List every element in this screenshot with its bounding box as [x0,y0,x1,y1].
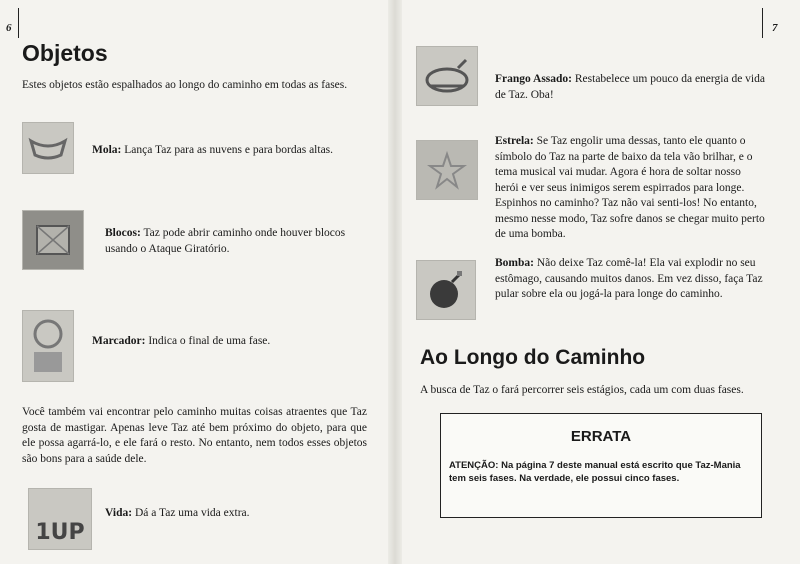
section-text: A busca de Taz o fará percorrer seis estágios, cada um com duas fases. [420,384,744,396]
item-desc: Dá a Taz uma vida extra. [134,507,250,519]
item-name: Marcador: [92,335,146,347]
item-bomba [495,256,765,303]
right-page [400,0,800,564]
page-rule [18,8,19,38]
intro-text: Estes objetos estão espalhados ao longo do caminho em todas as fases. [22,79,348,91]
errata-box [440,413,762,518]
item-vida [105,506,365,522]
item-name: Blocos: [105,227,141,239]
item-desc: Taz pode abrir caminho onde houver blocos usando o Ataque Giratório. [105,227,346,255]
block-icon [22,210,84,270]
item-estrela [495,134,765,243]
item-desc: Restabelece um pouco da energia de vida de Taz. Oba! [495,73,765,101]
objects-paragraph: Você também vai encontrar pelo caminho muitas coisas atraentes que Taz gosta de mastigar. Apenas leve Taz até bem próximo do objeto, para que ele possa agarrá-lo, e ele fará o resto. No entanto, nem todos esses objetos são bons para a saúde dele. [22,406,367,465]
item-desc: Indica o final de uma fase. [148,335,271,347]
item-desc: Se Taz engolir uma dessas, tanto ele quanto o símbolo do Taz na parte de baixo da tela vão brilhar, e o tema musical vai mudar. Agora é hora de soltar nosso herói e ver seus inimigos serem espirrados para longe. Espinhos no caminho? Taz não vai senti-los! No entanto, mesmo nesse modo, Taz sofre danos se chegar muito perto de uma bomba. [495,135,765,240]
item-name: Vida: [105,507,133,519]
item-marcador [92,334,382,350]
marker-icon [22,310,74,382]
item-name: Estrela: [495,135,534,147]
left-page [0,0,390,564]
errata-title: ERRATA [570,428,632,445]
item-desc: Não deixe Taz comê-la! Ela vai explodir no seu estômago, causando muitos danos. Em vez disso, faça Taz pular sobre ela ou jogá-la para longe do caminho. [495,257,763,300]
page-title: Objetos [22,40,108,66]
item-mola [92,143,382,159]
extra-life-icon-label: 1UP [35,520,85,545]
star-icon [416,140,478,200]
roast-chicken-icon [416,46,478,106]
errata-body [449,460,753,485]
item-name: Mola: [92,144,122,156]
errata-label: ATENÇÃO: [449,460,499,471]
item-name: Frango Assado: [495,73,572,85]
errata-text: Na página 7 deste manual está escrito que Taz-Mania tem seis fases. Na verdade, ele possui cinco fases. [449,460,741,484]
extra-life-icon [28,488,92,550]
bomb-icon [416,260,476,320]
page-number: 6 [6,22,12,34]
item-desc: Lança Taz para as nuvens e para bordas altas. [124,144,334,156]
section-title: Ao Longo do Caminho [420,346,646,369]
page-number: 7 [772,22,778,34]
item-frango-assado [495,72,775,103]
spring-icon [22,122,74,174]
page-rule [762,8,763,38]
item-blocos [105,226,360,257]
item-name: Bomba: [495,257,534,269]
